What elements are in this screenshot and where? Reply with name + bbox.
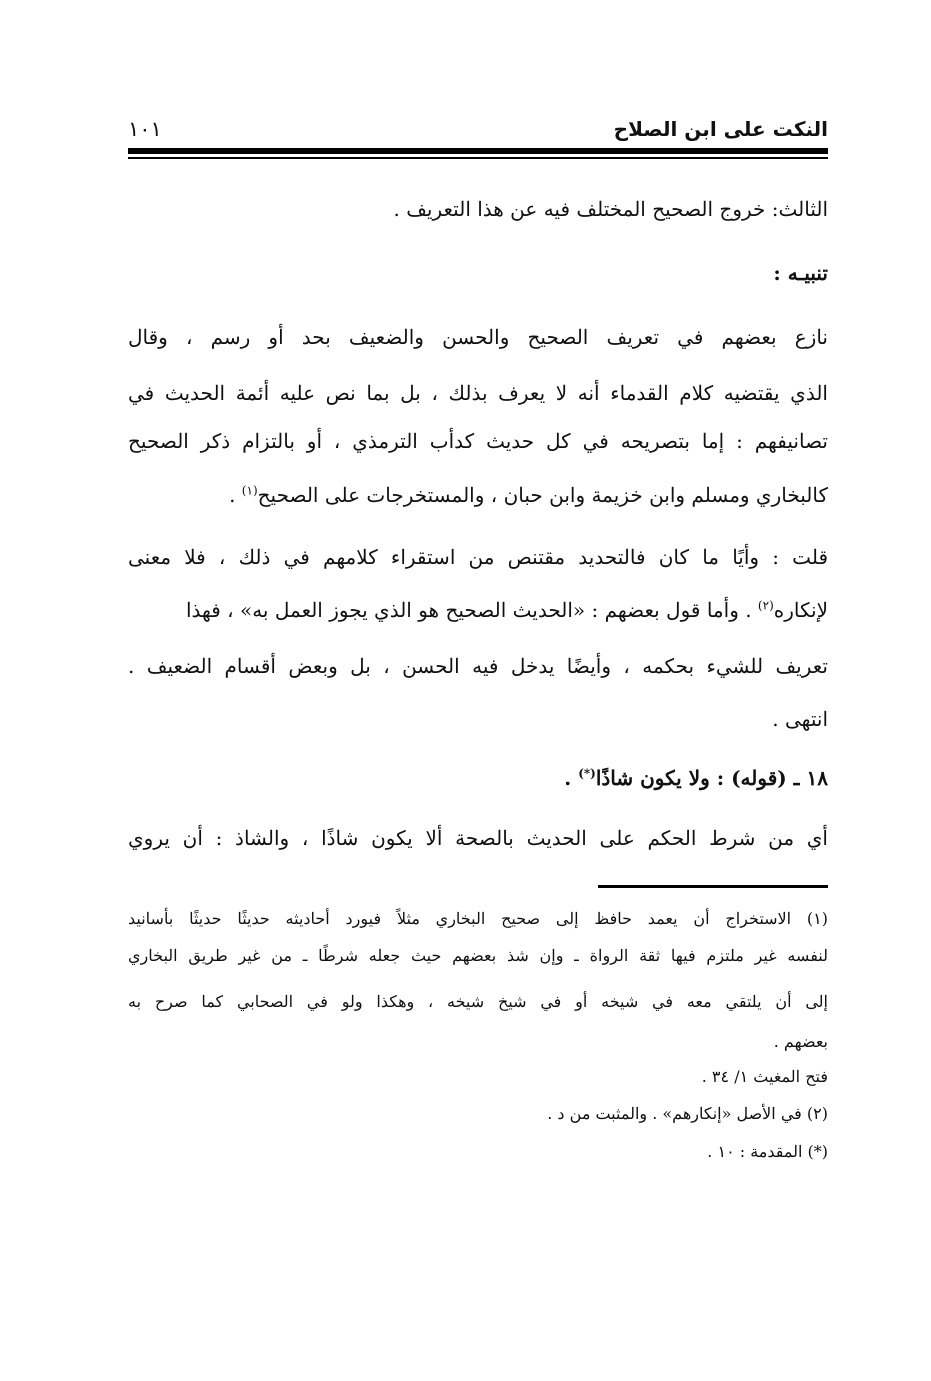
footnote-1-line1: (١) الاستخراج أن يعمد حافظ إلى صحيح البخاري مثلاً فيورد أحاديثه حديثًا حديثًا بأسانيد bbox=[128, 909, 829, 928]
footnote-2: (٢) في الأصل «إنكارهم» . والمثبت من د . bbox=[547, 1104, 828, 1123]
footnote-ref-star: (*) bbox=[578, 766, 596, 781]
para1-line3: تصانيفهم : إما بتصريحه في كل حديث كدأب الترمذي ، أو بالتزام ذكر الصحيح bbox=[128, 429, 828, 453]
item-18-heading bbox=[128, 760, 828, 797]
footnote-1-source: فتح المغيث ١/ ٣٤ . bbox=[701, 1067, 828, 1086]
item-18-text: ١٨ ـ (قوله) : ولا يكون شاذًا bbox=[595, 766, 828, 790]
para1-line4-end: . bbox=[229, 483, 242, 507]
para1-line1: نازع بعضهم في تعريف الصحيح والحسن والضعيف بحد أو رسم ، وقال bbox=[128, 325, 828, 349]
footnote-separator bbox=[598, 885, 828, 888]
para1-line4 bbox=[128, 477, 828, 514]
footnote-1-line4: بعضهم . bbox=[773, 1032, 828, 1051]
footnote-1-line3: إلى أن يلتقي معه في شيخه أو في شيخ شيخه ، وهكذا ولو في الصحابي كما صرح به bbox=[128, 992, 828, 1011]
footnote-ref-2: (٢) bbox=[757, 598, 774, 613]
header-rule-thin bbox=[128, 157, 828, 159]
para2-line2 bbox=[128, 592, 828, 629]
page-number: ١٠١ bbox=[128, 117, 162, 141]
footnote-1-line2: لنفسه غير ملتزم فيها ثقة الرواة ـ وإن شذ بعضهم حيث جعله شرطًا ـ من غير طريق البخاري bbox=[128, 946, 828, 965]
footnote-ref-1: (١) bbox=[241, 483, 258, 498]
para1-line2: الذي يقتضيه كلام القدماء أنه لا يعرف بذلك ، بل بما نص عليه أئمة الحديث في bbox=[128, 381, 828, 405]
body-line-third-point: الثالث: خروج الصحيح المختلف فيه عن هذا التعريف . bbox=[393, 197, 828, 221]
heading-tanbih: تنبيـه : bbox=[773, 261, 828, 285]
last-body-line: أي من شرط الحكم على الحديث بالصحة ألا يكون شاذًا ، والشاذ : أن يروي bbox=[128, 826, 828, 850]
para1-line4-text: كالبخاري ومسلم وابن خزيمة وابن حبان ، والمستخرجات على الصحيح bbox=[257, 483, 828, 507]
para2-line2-a: لإنكاره bbox=[773, 598, 828, 622]
page-header bbox=[128, 112, 828, 146]
para2-line1: قلت : وأيًا ما كان فالتحديد مقتنص من استقراء كلامهم في ذلك ، فلا معنى bbox=[128, 545, 828, 569]
item-18-end: . bbox=[564, 766, 579, 790]
footnote-star: (*) المقدمة : ١٠ . bbox=[707, 1142, 828, 1161]
para2-line3: تعريف للشيء بحكمه ، وأيضًا يدخل فيه الحسن ، بل وبعض أقسام الضعيف . bbox=[128, 654, 828, 678]
para2-line4: انتهى . bbox=[772, 707, 828, 731]
para2-line2-b: . وأما قول بعضهم : «الحديث الصحيح هو الذي يجوز العمل به» ، فهذا bbox=[185, 598, 758, 622]
header-rule-thick bbox=[128, 148, 828, 154]
running-title: النكت على ابن الصلاح bbox=[613, 117, 828, 141]
